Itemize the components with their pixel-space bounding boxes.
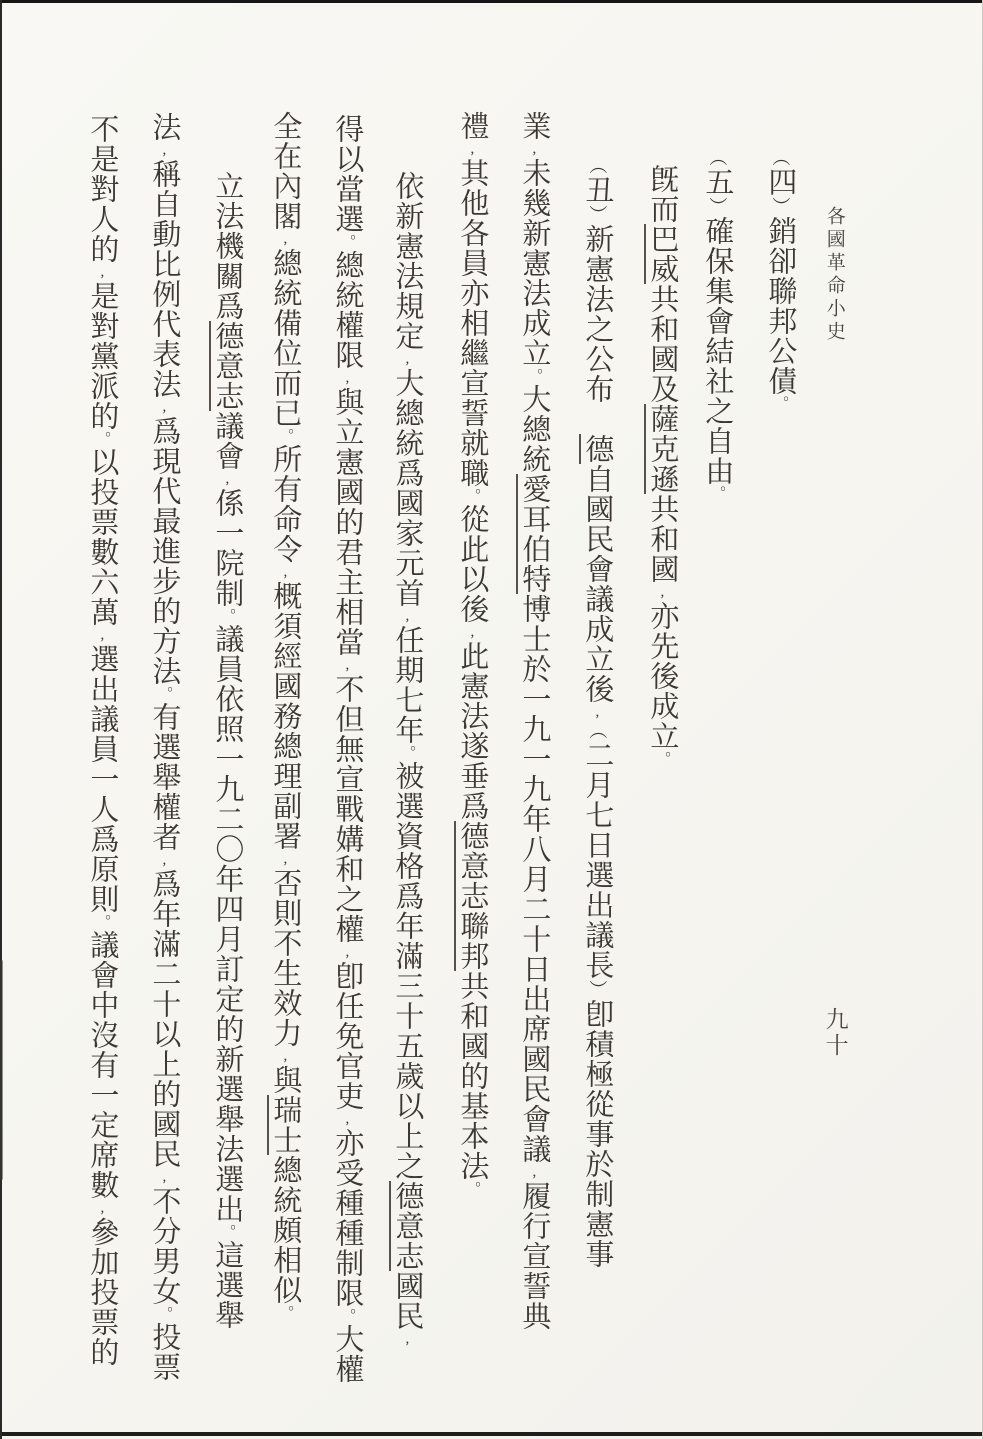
- running-head-book-title: 各國革命小史: [823, 206, 845, 344]
- text-run: 立法機關爲: [211, 171, 244, 321]
- text-column-item5-freedom-of-assembly: [700, 148, 733, 502]
- page-number: 九十: [822, 1007, 848, 1059]
- text-column-proportional-representation: [147, 112, 180, 1382]
- text-run: 國民,: [391, 1271, 424, 1349]
- text-run: 得以當選。總統權限,與立憲國的君主相當,不但無宣戰媾和之權,卽任免官吏,亦受種種制限。大權: [331, 114, 364, 1385]
- text-column-president-term: [390, 171, 423, 1348]
- scan-edge-top: [0, 0, 983, 3]
- text-column-item4-cancel-federal-bonds: [763, 148, 796, 412]
- scan-smudge: [0, 960, 3, 1180]
- text-run: 共和國及: [646, 284, 679, 404]
- proper-noun-mark: 德: [581, 433, 614, 464]
- text-column-president-powers: [330, 114, 363, 1384]
- proper-noun-mark: 德意志: [211, 321, 244, 411]
- text-run: 旣而: [646, 164, 679, 224]
- text-run: 自國民會議成立後,︵二月七日選出議長︶卽積極從事於制憲事: [581, 463, 614, 1269]
- text-run: 議會,係一院制。議員依照一九二〇年四月訂定的新選舉法選出。這選舉: [211, 411, 244, 1331]
- text-run: 博士於一九一九年八月二十日出席國民會議,履行宣誓典: [518, 594, 551, 1332]
- text-run: 全在內閣,總統備位而已。所有命令,概須經國務總理副署,否則不生效力,與: [269, 111, 302, 1096]
- proper-noun-mark: 巴威: [646, 224, 679, 284]
- proper-noun-mark: 瑞士: [269, 1095, 302, 1156]
- text-column-basic-law-of-federation: [455, 111, 488, 1197]
- text-run: 法,稱自動比例代表法,爲現代最進步的方法。有選舉權者,爲年滿二十以上的國民,不分男女。投票: [148, 112, 181, 1383]
- scan-edge-left: [0, 0, 2, 1439]
- proper-noun-mark: 德意志聯邦: [456, 821, 489, 972]
- text-run: 共和國的基本法。: [456, 971, 489, 1198]
- text-column-ebert-oath-1919: [517, 111, 550, 1331]
- text-run: 禮,其他各員亦相繼宣誓就職。從此以後,此憲法遂垂爲: [456, 111, 489, 822]
- text-run: 共和國,亦先後成立。: [646, 494, 679, 768]
- text-run: ︵丑︶新憲法之公布: [581, 156, 614, 434]
- text-column-legislature-unicameral: [210, 171, 243, 1330]
- proper-noun-mark: 愛耳伯特: [518, 474, 551, 595]
- text-column-new-constitution-heading: [580, 156, 613, 1269]
- text-run: ︵四︶銷卻聯邦公債。: [764, 148, 797, 413]
- text-run: 不是對人的,是對黨派的。以投票數六萬,選出議員一人爲原則。議會中沒有一定席數,參加投票的: [86, 114, 119, 1368]
- text-column-cabinet-countersign: [268, 111, 301, 1321]
- text-run: 業,未幾新憲法成立。大總統: [518, 111, 551, 475]
- text-run: 依新憲法規定,大總統爲國家元首,任期七年。被選資格爲年滿三十五歲以上之: [391, 171, 424, 1182]
- text-column-bavaria-saxony-republics: [645, 164, 678, 767]
- proper-noun-mark: 德意志: [391, 1181, 424, 1272]
- text-column-party-list-voting: [85, 114, 118, 1367]
- proper-noun-mark: 薩克遜: [646, 404, 679, 494]
- scan-edge-bottom: [0, 1432, 983, 1436]
- text-run: ︵五︶確保集會結社之自由。: [701, 148, 734, 503]
- text-run: 總統頗相似。: [269, 1155, 302, 1322]
